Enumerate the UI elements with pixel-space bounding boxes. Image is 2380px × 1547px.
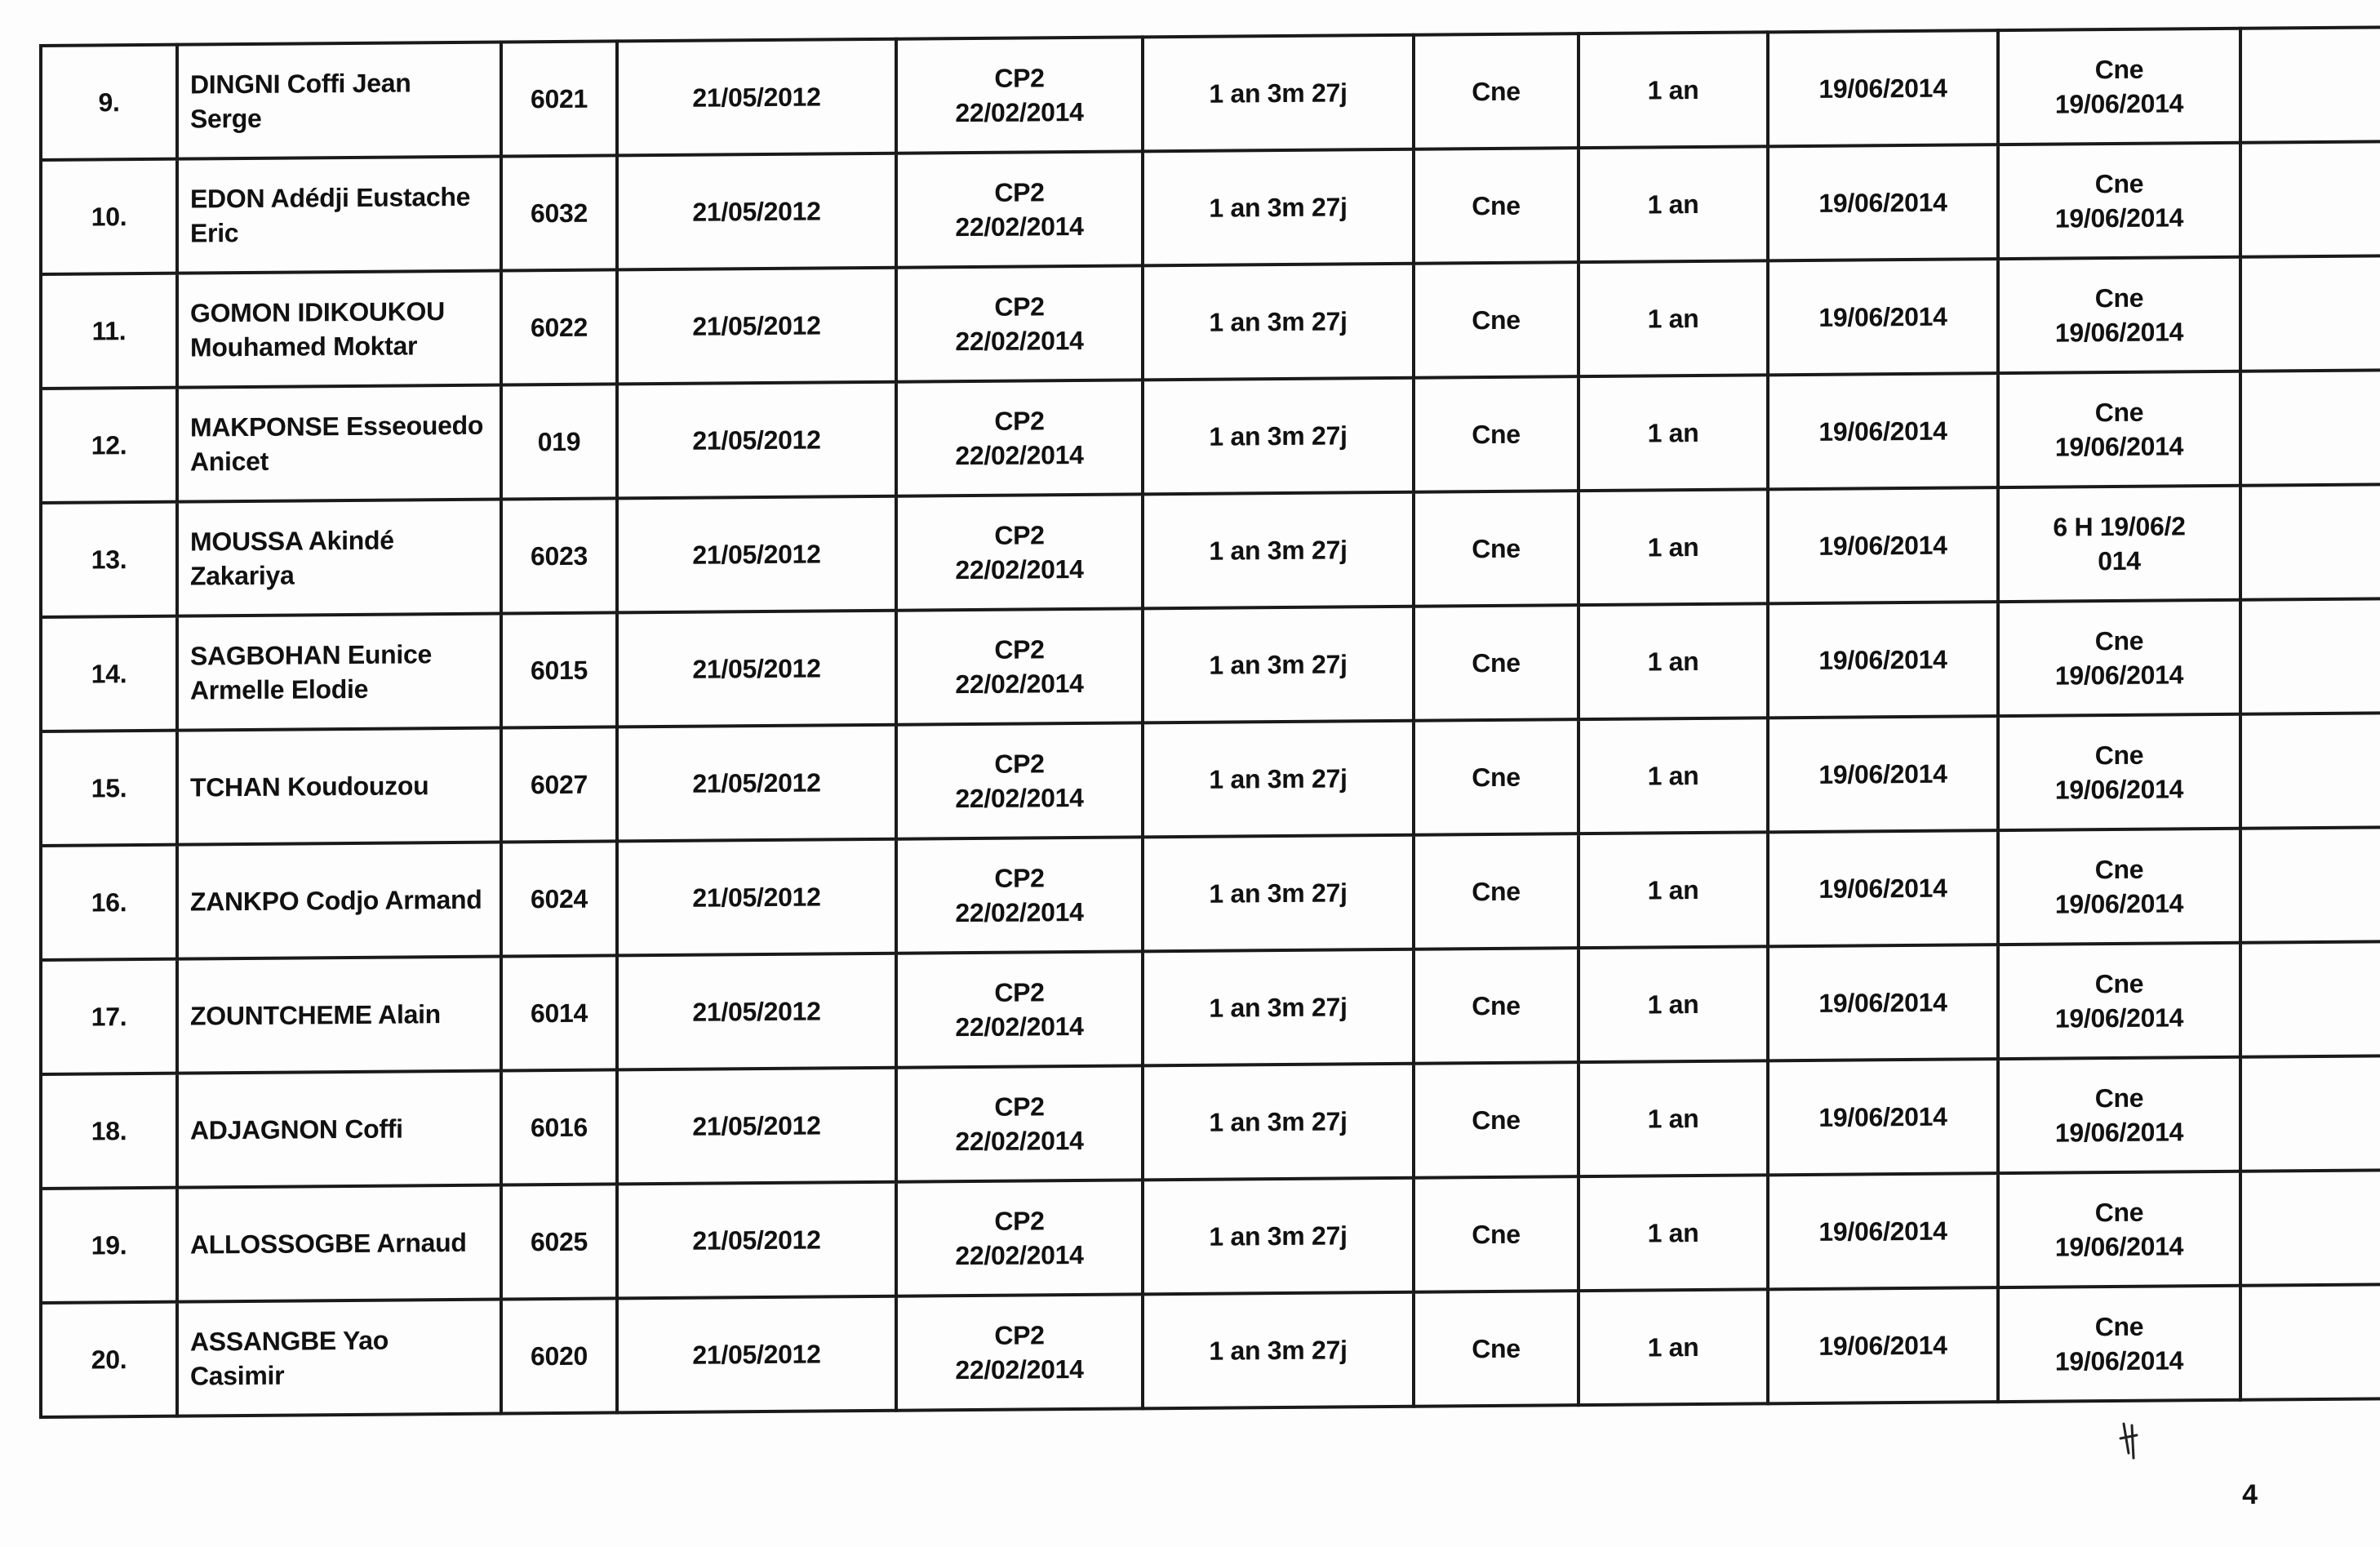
cne-date: 19/06/2014 [2054,1231,2184,1262]
duration-cell: 1 an 3m 27j [1143,1292,1414,1409]
observation-cell [2240,1170,2380,1286]
name-cell: GOMON IDIKOUKOU Mouhamed Moktar [177,271,501,388]
grade-label: CP2 [994,63,1045,93]
observation-cell [2240,827,2380,943]
grade-date: 22/02/2014 [955,211,1084,242]
grade-label: CP2 [994,749,1045,779]
matricule-cell: 6021 [501,41,617,156]
effective-date-cell: 19/06/2014 [1768,716,1998,832]
grade-label: CP2 [994,977,1045,1007]
effective-date-cell: 19/06/2014 [1768,373,1998,489]
observation-cell [2240,256,2380,371]
grade-cell [896,608,1143,724]
grade-cell [896,265,1143,381]
table-row [41,1056,2380,1189]
new-grade-cell: Cne [1414,148,1579,264]
duration-cell: 1 an 3m 27j [1143,949,1414,1066]
table-row [41,484,2380,617]
observation-cell [2240,1284,2380,1400]
grade-cell [896,951,1143,1067]
table-row [41,713,2380,846]
grade-date: 22/02/2014 [955,553,1084,585]
observation-cell [2240,370,2380,486]
grade-label: CP2 [994,291,1045,322]
duration-cell: 1 an 3m 27j [1143,492,1414,609]
row-number-cell: 20. [41,1302,177,1417]
duration-cell: 1 an 3m 27j [1143,264,1414,380]
new-grade-cell: Cne [1414,834,1579,949]
effective-date-cell: 19/06/2014 [1768,30,1998,146]
seniority-cell: 1 an [1579,32,1768,148]
cne-date: 19/06/2014 [2054,774,2184,805]
cne-cell [1998,29,2240,144]
matricule-cell: 6024 [501,841,617,956]
name-cell: ZANKPO Codjo Armand [177,842,501,959]
grade-date: 22/02/2014 [955,96,1084,128]
cne-cell [1998,257,2240,373]
cne-cell [1998,486,2240,602]
cne-cell [1998,1057,2240,1173]
name-cell: SAGBOHAN Eunice Armelle Elodie [177,614,501,731]
grade-cell [896,837,1143,953]
grade-date: 22/02/2014 [955,1239,1084,1271]
cne-cell [1998,600,2240,716]
row-number-cell: 14. [41,616,177,731]
duration-cell: 1 an 3m 27j [1143,835,1414,952]
entry-date-cell: 21/05/2012 [617,839,896,956]
cne-cell [1998,1171,2240,1287]
duration-cell: 1 an 3m 27j [1143,1064,1414,1180]
row-number-cell: 17. [41,959,177,1074]
cne-label: Cne [2094,54,2144,85]
personnel-table [39,25,2380,1419]
duration-cell: 1 an 3m 27j [1143,149,1414,266]
duration-cell: 1 an 3m 27j [1143,721,1414,838]
name-cell: DINGNI Coffi Jean Serge [177,42,501,159]
seniority-cell: 1 an [1579,1060,1768,1176]
table-row [41,598,2380,731]
matricule-cell: 6027 [501,727,617,842]
cne-cell [1998,1286,2240,1402]
cne-date: 19/06/2014 [2054,88,2184,119]
cne-date: 014 [2098,545,2141,576]
grade-label: CP2 [994,1206,1045,1236]
grade-label: CP2 [994,520,1045,550]
entry-date-cell: 21/05/2012 [617,725,896,842]
new-grade-cell: Cne [1414,948,1579,1064]
duration-cell: 1 an 3m 27j [1143,1178,1414,1295]
cne-label: Cne [2094,168,2144,199]
table-row [41,827,2380,960]
matricule-cell: 6023 [501,498,617,613]
observation-cell [2240,484,2380,600]
new-grade-cell: Cne [1414,262,1579,378]
cne-label: Cne [2094,625,2144,656]
matricule-cell: 019 [501,384,617,499]
cne-label: Cne [2094,1311,2144,1342]
seniority-cell: 1 an [1579,718,1768,834]
row-number-cell: 19. [41,1188,177,1303]
matricule-cell: 6020 [501,1298,617,1413]
grade-label: CP2 [994,406,1045,436]
handwritten-mark-icon [2117,1420,2142,1461]
cne-date: 19/06/2014 [2054,202,2184,233]
grade-label: CP2 [994,863,1045,893]
table-row [41,1284,2380,1417]
row-number-cell: 10. [41,159,177,274]
entry-date-cell: 21/05/2012 [617,382,896,499]
matricule-cell: 6016 [501,1069,617,1185]
cne-cell [1998,714,2240,830]
duration-cell: 1 an 3m 27j [1143,378,1414,495]
grade-date: 22/02/2014 [955,1354,1084,1385]
table-row [41,27,2380,160]
observation-cell [2240,141,2380,257]
cne-label: Cne [2094,397,2144,428]
table-row [41,370,2380,503]
grade-date: 22/02/2014 [955,1011,1084,1042]
entry-date-cell: 21/05/2012 [617,1068,896,1185]
new-grade-cell: Cne [1414,605,1579,721]
page-number: 4 [2242,1479,2258,1510]
observation-cell [2240,941,2380,1057]
grade-cell [896,1294,1143,1410]
new-grade-cell: Cne [1414,719,1579,835]
table-row [41,1170,2380,1303]
observation-cell [2240,27,2380,143]
table-row [41,141,2380,274]
seniority-cell: 1 an [1579,375,1768,491]
effective-date-cell: 19/06/2014 [1768,602,1998,718]
name-cell: MAKPONSE Esseouedo Anicet [177,385,501,502]
grade-cell [896,1180,1143,1296]
cne-label: Cne [2094,968,2144,999]
seniority-cell: 1 an [1579,260,1768,376]
grade-cell [896,151,1143,267]
matricule-cell: 6014 [501,955,617,1070]
duration-cell: 1 an 3m 27j [1143,35,1414,152]
new-grade-cell: Cne [1414,376,1579,492]
cne-date: 19/06/2014 [2054,1117,2184,1148]
entry-date-cell: 21/05/2012 [617,268,896,385]
cne-cell [1998,943,2240,1059]
cne-date: 19/06/2014 [2054,660,2184,691]
effective-date-cell: 19/06/2014 [1768,1059,1998,1175]
new-grade-cell: Cne [1414,33,1579,149]
duration-cell: 1 an 3m 27j [1143,607,1414,723]
grade-date: 22/02/2014 [955,1125,1084,1157]
effective-date-cell: 19/06/2014 [1768,830,1998,946]
cne-label: Cne [2094,854,2144,885]
observation-cell [2240,1056,2380,1171]
grade-label: CP2 [994,1320,1045,1350]
row-number-cell: 12. [41,388,177,503]
grade-date: 22/02/2014 [955,782,1084,814]
cne-cell [1998,829,2240,945]
table-row [41,941,2380,1074]
entry-date-cell: 21/05/2012 [617,153,896,270]
new-grade-cell: Cne [1414,491,1579,607]
entry-date-cell: 21/05/2012 [617,39,896,156]
row-number-cell: 16. [41,845,177,960]
new-grade-cell: Cne [1414,1176,1579,1292]
cne-label: Cne [2094,1082,2144,1114]
seniority-cell: 1 an [1579,146,1768,262]
effective-date-cell: 19/06/2014 [1768,1287,1998,1403]
name-cell: ZOUNTCHEME Alain [177,957,501,1074]
effective-date-cell: 19/06/2014 [1768,144,1998,260]
grade-cell [896,380,1143,496]
grade-label: CP2 [994,634,1045,665]
name-cell: ALLOSSOGBE Arnaud [177,1185,501,1302]
name-cell: ADJAGNON Coffi [177,1071,501,1188]
entry-date-cell: 21/05/2012 [617,1182,896,1299]
name-cell: MOUSSA Akindé Zakariya [177,500,501,616]
grade-cell [896,1065,1143,1181]
row-number-cell: 13. [41,502,177,617]
seniority-cell: 1 an [1579,1175,1768,1291]
entry-date-cell: 21/05/2012 [617,954,896,1070]
table-row [41,256,2380,389]
row-number-cell: 15. [41,731,177,846]
seniority-cell: 1 an [1579,832,1768,948]
grade-cell [896,722,1143,838]
name-cell: ASSANGBE Yao Casimir [177,1300,501,1416]
grade-date: 22/02/2014 [955,896,1084,928]
effective-date-cell: 19/06/2014 [1768,945,1998,1060]
matricule-cell: 6022 [501,269,617,385]
cne-date: 19/06/2014 [2054,317,2184,348]
effective-date-cell: 19/06/2014 [1768,1173,1998,1289]
cne-cell [1998,143,2240,259]
cne-cell [1998,371,2240,487]
entry-date-cell: 21/05/2012 [617,611,896,727]
cne-date: 19/06/2014 [2054,431,2184,462]
matricule-cell: 6015 [501,612,617,727]
seniority-cell: 1 an [1579,1289,1768,1405]
cne-label: Cne [2094,282,2144,313]
personnel-table-body [41,27,2380,1417]
effective-date-cell: 19/06/2014 [1768,259,1998,375]
entry-date-cell: 21/05/2012 [617,496,896,613]
grade-date: 22/02/2014 [955,439,1084,471]
grade-label: CP2 [994,177,1045,207]
cne-date: 19/06/2014 [2054,1345,2184,1376]
seniority-cell: 1 an [1579,603,1768,719]
cne-label: Cne [2094,1197,2144,1228]
cne-date: 19/06/2014 [2054,888,2184,919]
seniority-cell: 1 an [1579,946,1768,1062]
new-grade-cell: Cne [1414,1291,1579,1407]
name-cell: TCHAN Koudouzou [177,728,501,845]
grade-date: 22/02/2014 [955,668,1084,700]
grade-date: 22/02/2014 [955,325,1084,357]
name-cell: EDON Adédji Eustache Eric [177,157,501,273]
entry-date-cell: 21/05/2012 [617,1296,896,1413]
observation-cell [2240,598,2380,714]
observation-cell [2240,713,2380,829]
new-grade-cell: Cne [1414,1062,1579,1178]
cne-label: Cne [2094,740,2144,771]
row-number-cell: 18. [41,1074,177,1189]
row-number-cell: 11. [41,273,177,389]
grade-cell [896,494,1143,610]
grade-label: CP2 [994,1091,1045,1122]
matricule-cell: 6025 [501,1184,617,1299]
seniority-cell: 1 an [1579,489,1768,605]
row-number-cell: 9. [41,45,177,160]
grade-cell [896,37,1143,153]
effective-date-cell: 19/06/2014 [1768,487,1998,603]
matricule-cell: 6032 [501,155,617,270]
cne-label: 6 H 19/06/2 [2053,511,2186,542]
cne-date: 19/06/2014 [2054,1002,2184,1034]
